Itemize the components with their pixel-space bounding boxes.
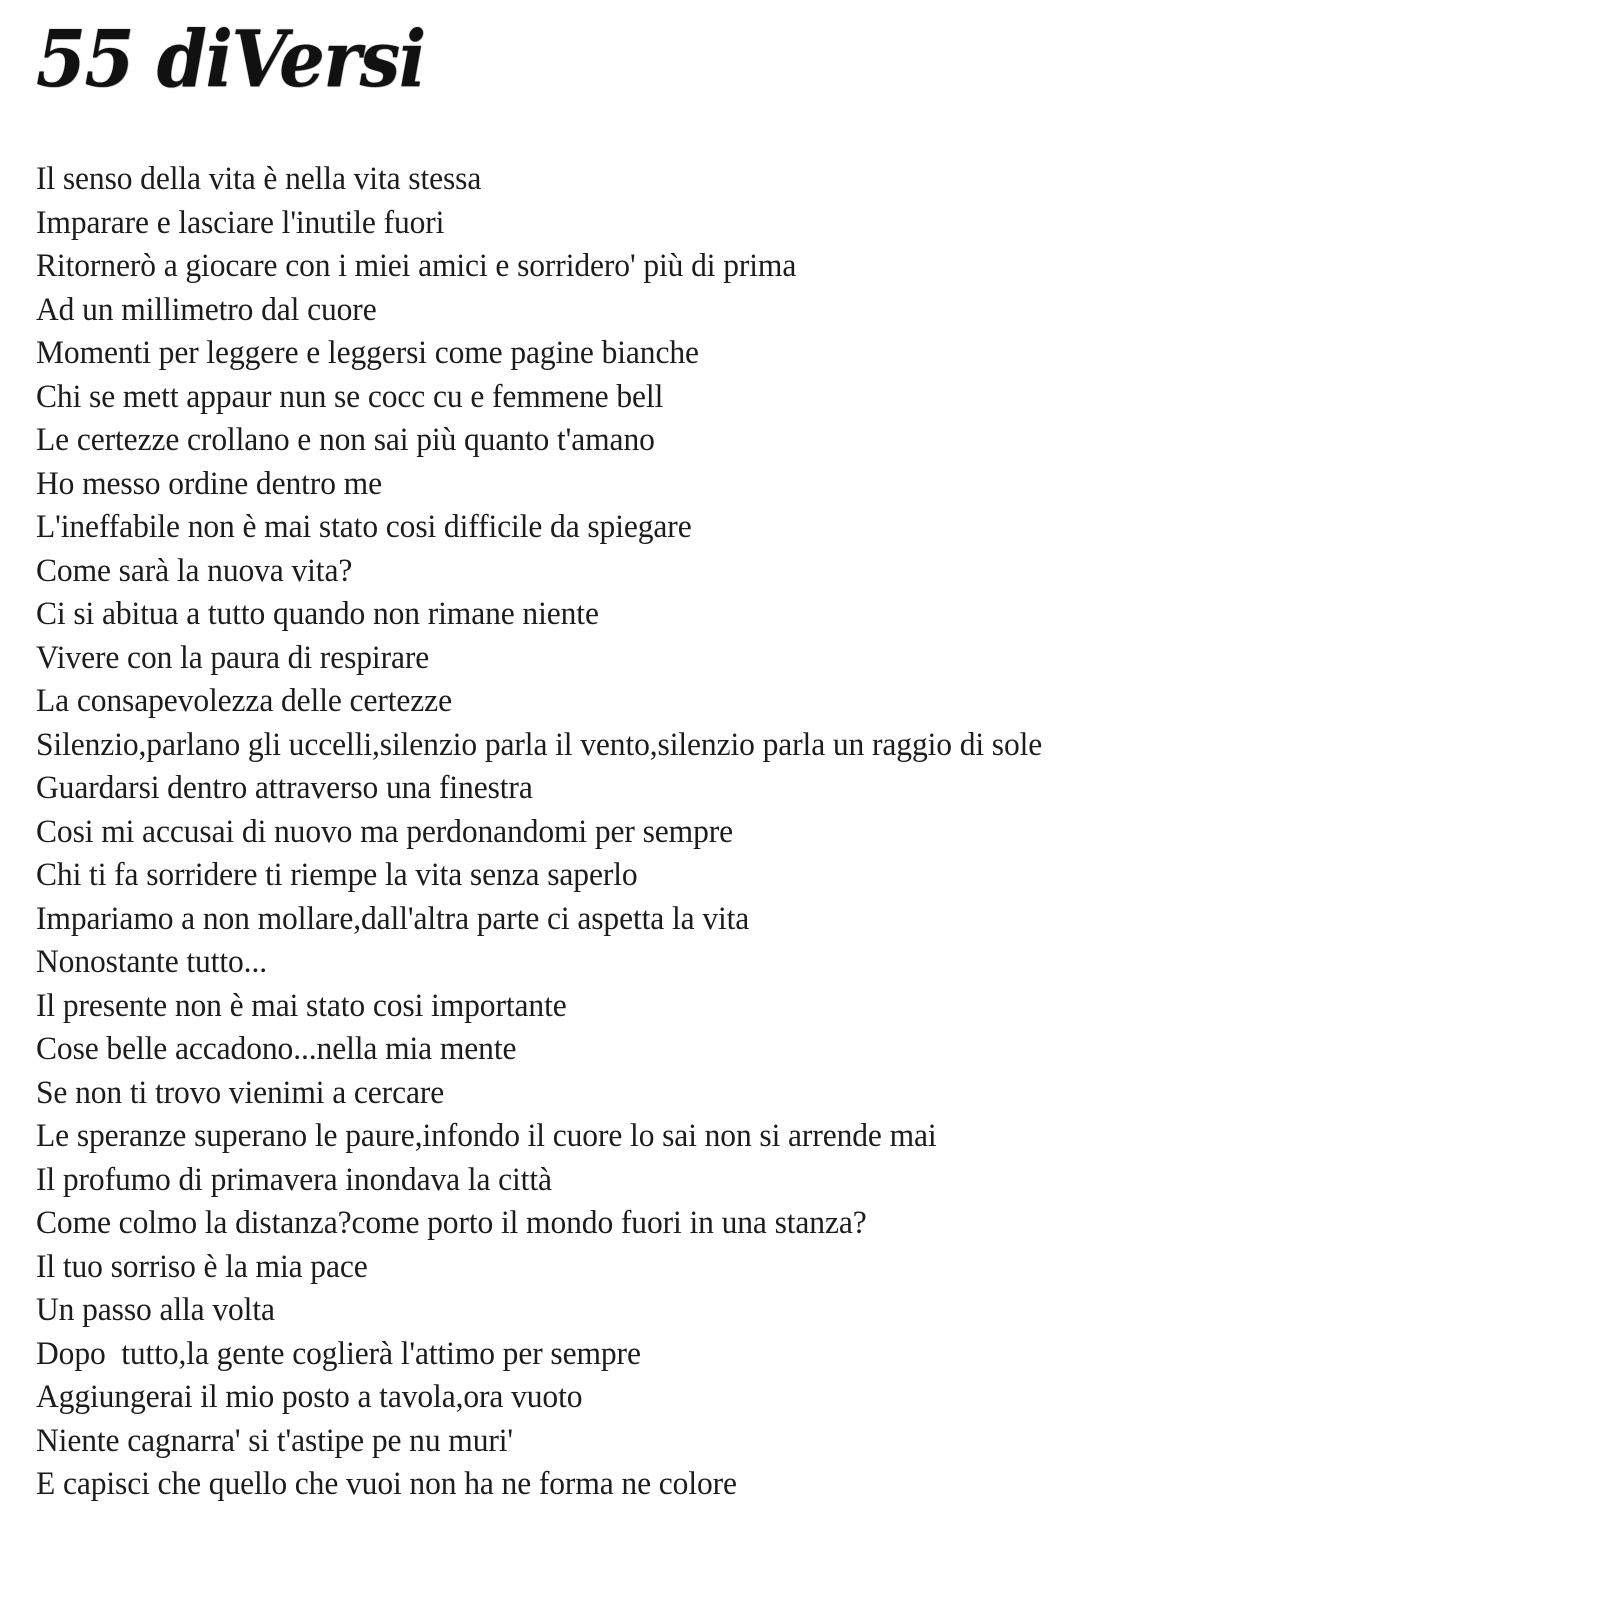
poem-line: Chi ti fa sorridere ti riempe la vita senza saperlo — [36, 857, 638, 893]
poem-line: Il senso della vita è nella vita stessa — [36, 161, 482, 197]
poem-line: Ci si abitua a tutto quando non rimane niente — [36, 596, 599, 632]
poem-line: Nonostante tutto... — [36, 944, 268, 980]
poem-line: Ad un millimetro dal cuore — [36, 291, 377, 328]
poem-line: La consapevolezza delle certezze — [36, 683, 452, 719]
poem-line: L'ineffabile non è mai stato cosi difficile da spiegare — [36, 509, 692, 545]
poem-line: Un passo alla volta — [36, 1292, 275, 1328]
poem-line: Il profumo di primavera inondava la città — [36, 1161, 552, 1198]
poem-body — [36, 158, 1559, 1507]
page-title: 55 diVersi — [36, 14, 425, 105]
poem-line: Ritornerò a giocare con i miei amici e sorridero' più di prima — [36, 248, 797, 284]
poem-line: Le speranze superano le paure,infondo il cuore lo sai non si arrende mai — [36, 1118, 937, 1154]
poem-line: Il tuo sorriso è la mia pace — [36, 1248, 368, 1285]
poem-line: Vivere con la paura di respirare — [36, 639, 430, 676]
title-container — [36, 6, 459, 114]
poem-line: Chi se mett appaur nun se cocc cu e femmene bell — [36, 378, 664, 415]
poem-line: Momenti per leggere e leggersi come pagine bianche — [36, 335, 699, 371]
poem-line: Le certezze crollano e non sai più quanto t'amano — [36, 422, 655, 458]
poem-line: Come sarà la nuova vita? — [36, 552, 353, 589]
poem-line: Cosi mi accusai di nuovo ma perdonandomi per sempre — [36, 813, 734, 850]
poem-line: Aggiungerai il mio posto a tavola,ora vuoto — [36, 1379, 583, 1415]
poem-line: E capisci che quello che vuoi non ha ne forma ne colore — [36, 1466, 737, 1502]
poem-line: Dopo tutto,la gente coglierà l'attimo per sempre — [36, 1335, 641, 1372]
poem-line: Cose belle accadono...nella mia mente — [36, 1031, 517, 1067]
poem-line: Niente cagnarra' si t'astipe pe nu muri' — [36, 1422, 514, 1459]
poem-line: Il presente non è mai stato cosi importante — [36, 987, 567, 1024]
poem-line: Guardarsi dentro attraverso una finestra — [36, 770, 533, 806]
poem-line: Silenzio,parlano gli uccelli,silenzio parla il vento,silenzio parla un raggio di sole — [36, 726, 1043, 763]
poem-line: Impariamo a non mollare,dall'altra parte ci aspetta la vita — [36, 900, 750, 937]
poem-line: Come colmo la distanza?come porto il mondo fuori in una stanza? — [36, 1205, 867, 1241]
poem-line: Ho messo ordine dentro me — [36, 465, 382, 502]
poem-line: Se non ti trovo vienimi a cercare — [36, 1074, 445, 1111]
poem-line: Imparare e lasciare l'inutile fuori — [36, 204, 445, 241]
